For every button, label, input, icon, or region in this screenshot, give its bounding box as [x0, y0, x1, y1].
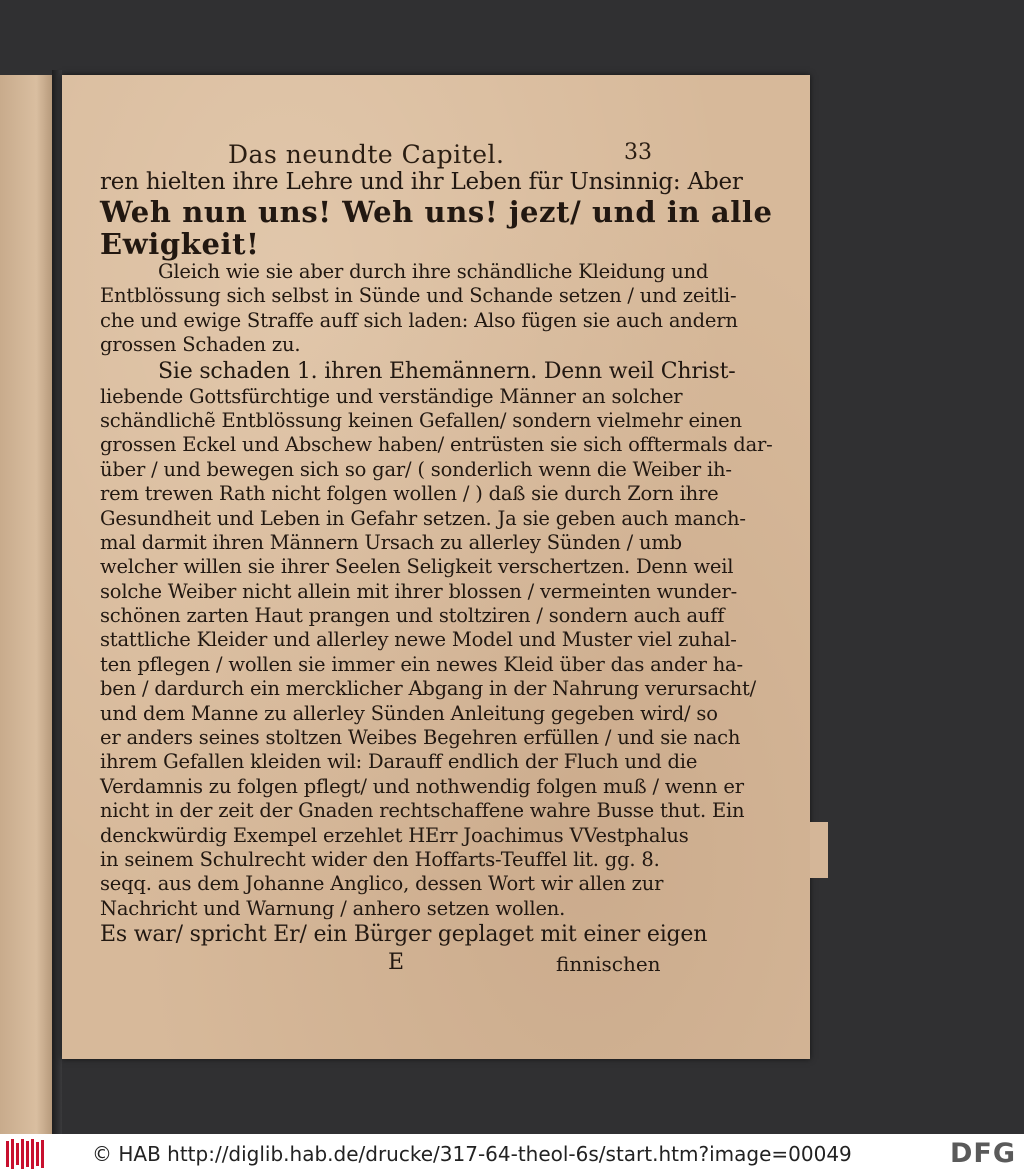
text-line: che und ewige Straffe auff sich laden: Also fügen sie auch andern — [100, 308, 738, 332]
text-line: Entblössung sich selbst in Sünde und Schande setzen / und zeitli- — [100, 284, 737, 308]
hab-logo-icon — [6, 1139, 46, 1169]
text-line: Gesundheit und Leben in Gefahr setzen. Ja sie geben auch manch- — [100, 506, 746, 530]
text-line: Gleich wie sie aber durch ihre schändliche Kleidung und — [158, 260, 709, 283]
text-line: solche Weiber nicht allein mit ihrer blossen / vermeinten wunder- — [100, 579, 737, 603]
footer-copyright-link[interactable]: © HAB http://diglib.hab.de/drucke/317-64-theol-6s/start.htm?image=00049 — [92, 1142, 852, 1166]
text-line: Weh nun uns! Weh uns! jezt/ und in alle — [100, 195, 773, 229]
dfg-logo: DFG — [949, 1138, 1016, 1169]
text-line: welcher willen sie ihrer Seelen Seligkeit verschertzen. Denn weil — [100, 555, 734, 579]
text-line: und dem Manne zu allerley Sünden Anleitung gegeben wird/ so — [100, 701, 718, 725]
page-text-block — [100, 168, 773, 948]
text-line: ben / dardurch ein mercklicher Abgang in der Nahrung verursacht/ — [100, 677, 756, 701]
text-line: mal darmit ihren Männern Ursach zu allerley Sünden / umb — [100, 530, 682, 554]
text-line: Es war/ spricht Er/ ein Bürger geplaget mit einer eigen — [100, 922, 708, 948]
text-line: Nachricht und Warnung / anhero setzen wollen. — [100, 896, 566, 920]
text-line: stattliche Kleider und allerley newe Model und Muster viel zuhal- — [100, 628, 737, 652]
text-line: liebende Gottsfürchtige und verständige Männer an solcher — [100, 384, 683, 408]
text-line: schändlichẽ Entblössung keinen Gefallen/ sondern vielmehr einen — [100, 408, 742, 432]
signature-mark: E — [388, 950, 405, 975]
text-line: Ewigkeit! — [100, 227, 260, 261]
footer-bar — [0, 1134, 1024, 1174]
page-number: 33 — [624, 140, 652, 165]
catchword: finnischen — [556, 952, 661, 976]
page-tab-marker — [810, 822, 828, 878]
running-head-title: Das neundte Capitel. — [228, 140, 505, 169]
text-line: ihrem Gefallen kleiden wil: Darauff endlich der Fluch und die — [100, 750, 698, 774]
text-line: er anders seines stoltzen Weibes Begehren erfüllen / und sie nach — [100, 726, 741, 750]
text-line: ren hielten ihre Lehre und ihr Leben für Unsinnig: Aber — [100, 169, 743, 195]
book-gutter-shadow — [52, 70, 62, 1134]
text-line: grossen Schaden zu. — [100, 333, 301, 357]
text-line: Verdamnis zu folgen pflegt/ und nothwendig folgen muß / wenn er — [100, 774, 744, 798]
text-line: nicht in der zeit der Gnaden rechtschaffene wahre Busse thut. Ein — [100, 799, 745, 823]
text-line: Sie schaden 1. ihren Ehemännern. Denn weil Christ- — [158, 358, 736, 384]
text-line: denckwürdig Exempel erzehlet HErr Joachimus VVestphalus — [100, 823, 689, 847]
text-line: rem trewen Rath nicht folgen wollen / ) daß sie durch Zorn ihre — [100, 482, 719, 506]
text-line: grossen Eckel und Abschew haben/ entrüsten sie sich offtermals dar- — [100, 433, 773, 457]
text-line: schönen zarten Haut prangen und stoltziren / sondern auch auff — [100, 604, 725, 628]
text-line: in seinem Schulrecht wider den Hoffarts-Teuffel lit. gg. 8. — [100, 847, 660, 871]
adjacent-page-edge — [0, 75, 52, 1134]
text-line: ten pflegen / wollen sie immer ein newes Kleid über das ander ha- — [100, 652, 743, 676]
text-line: seqq. aus dem Johanne Anglico, dessen Wort wir allen zur — [100, 872, 664, 896]
text-line: über / und bewegen sich so gar/ ( sonderlich wenn die Weiber ih- — [100, 457, 732, 481]
